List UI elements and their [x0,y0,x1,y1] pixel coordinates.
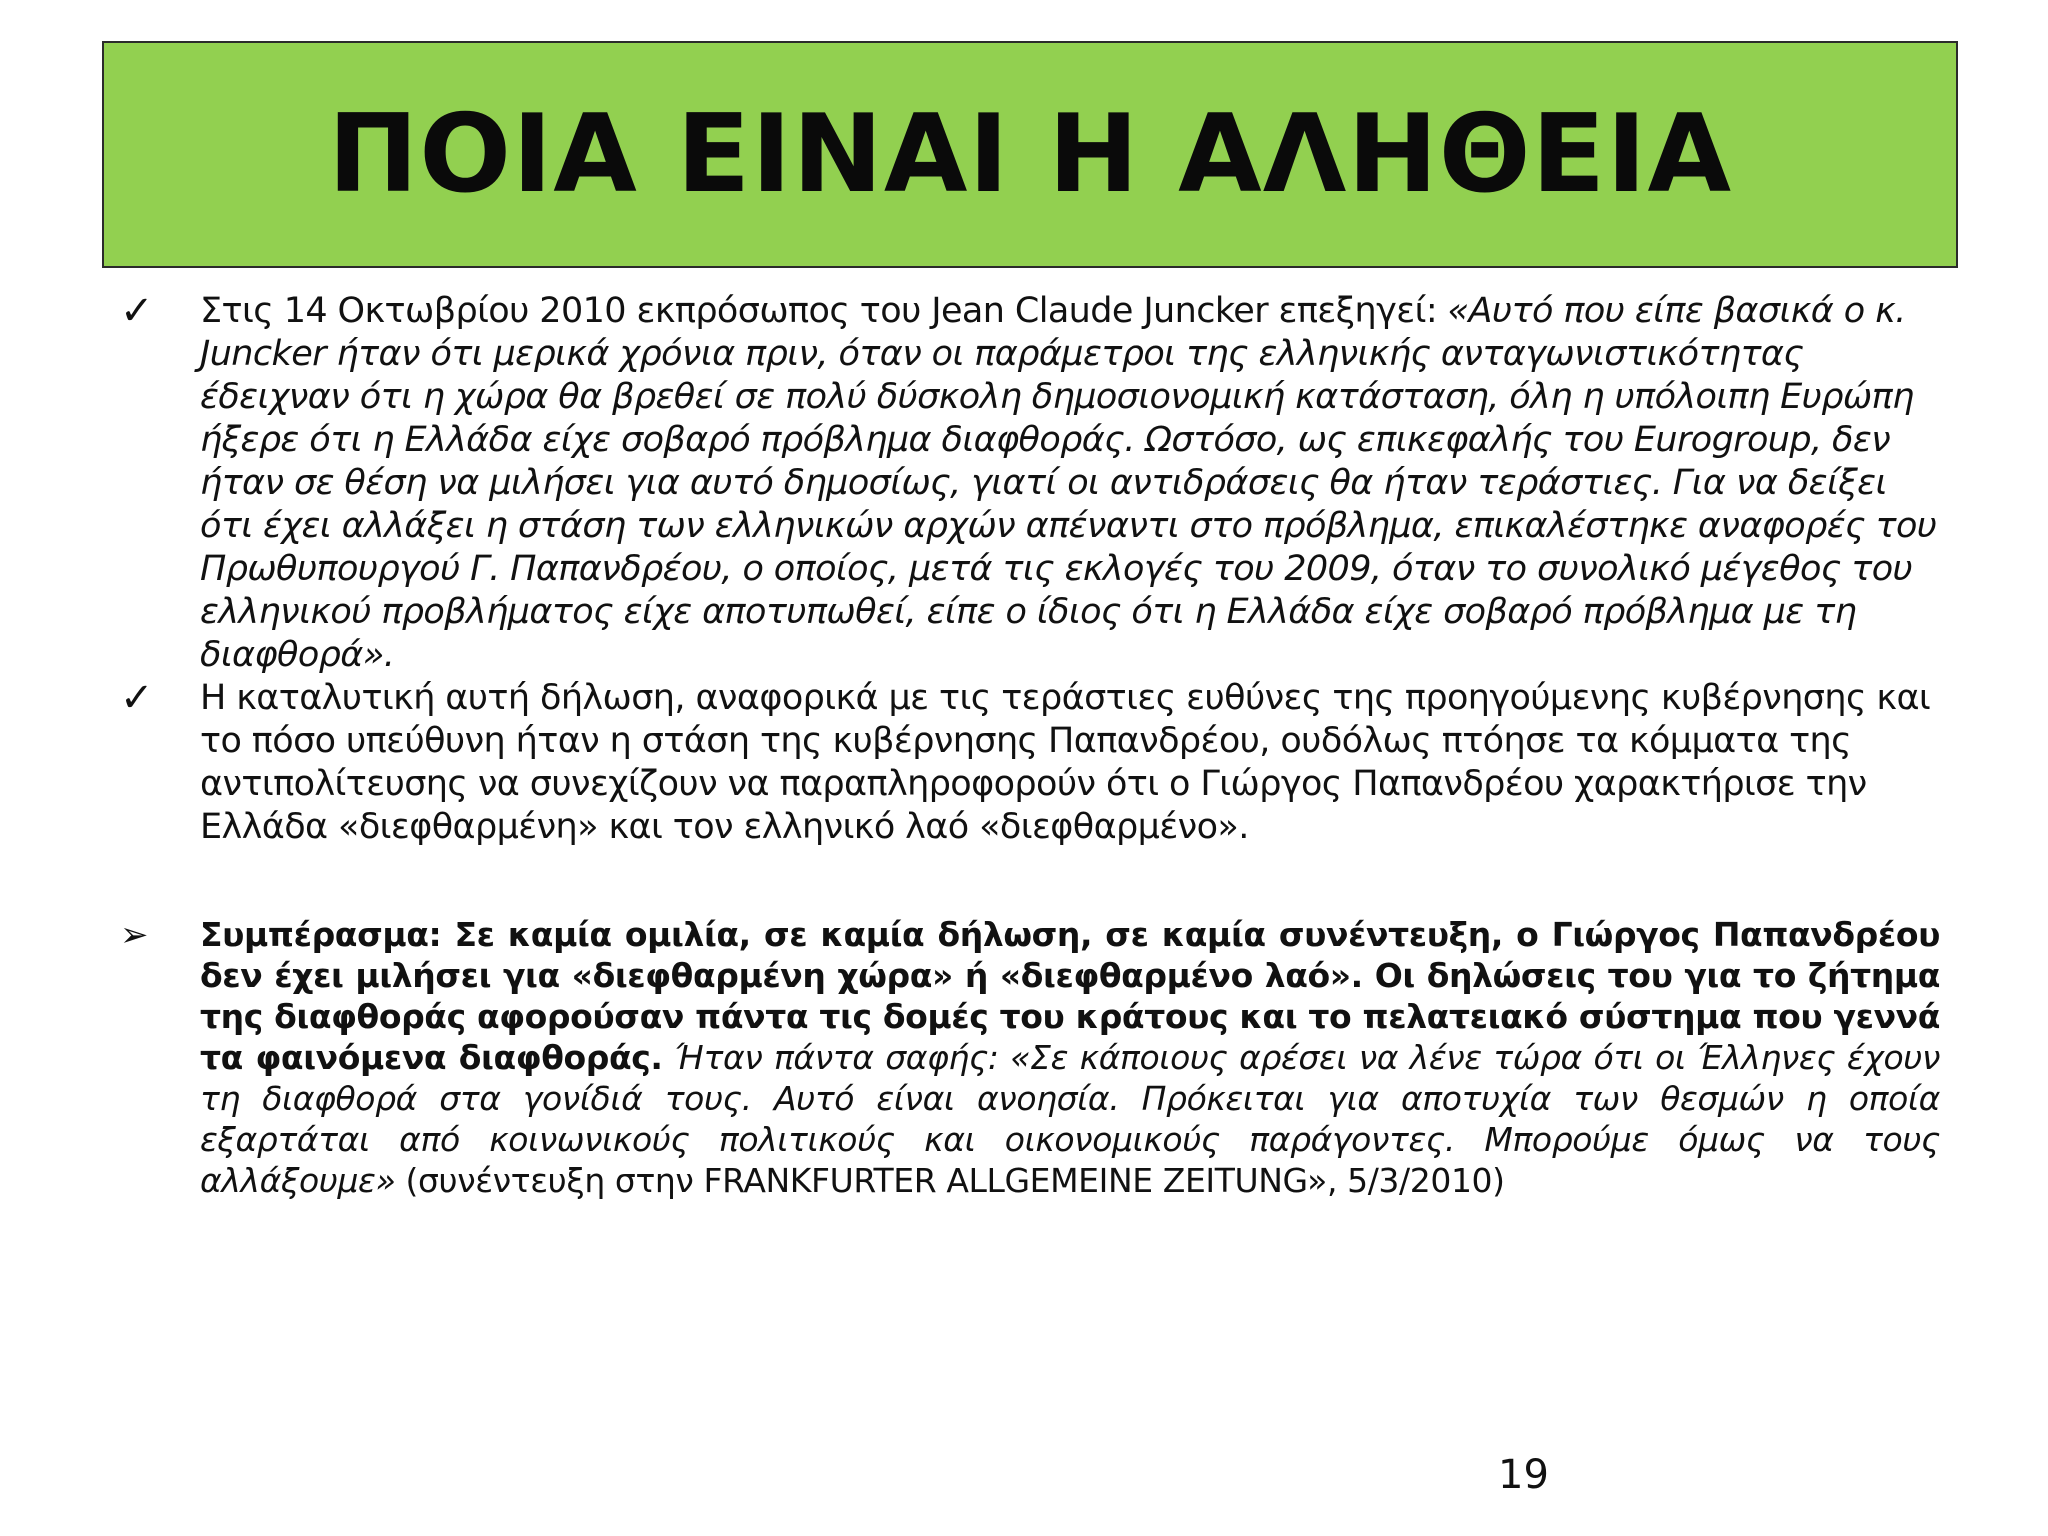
bullet-item-opposition-claim [120,677,1940,849]
conclusion-quote-text: Ήταν πάντα σαφής: «Σε κάποιους αρέσει να λένε τώρα ότι οι Έλληνες έχουν τη διαφθορά στα γονίδιά τους. Αυτό είναι ανοησία. Πρόκειται για αποτυχία των θεσμών η οποία εξαρτάται από κοινωνικούς πολιτικούς και οικονομικούς παράγοντες. Μπορούμε όμως να τους αλλάξουμε» [200,1038,1940,1200]
page-number: 19 [1498,1452,1549,1498]
bullet-item-conclusion [120,914,1940,1201]
conclusion-text [200,914,1940,1201]
conclusion-bold-text: Συμπέρασμα: Σε καμία ομιλία, σε καμία δήλωση, σε καμία συνέντευξη, ο Γιώργος Παπανδρέου δεν έχει μιλήσει για «διεφθαρμένη χώρα» ή «διεφθαρμένο λαό». Οι δηλώσεις του για το ζήτημα της διαφθοράς αφορούσαν πάντα τις δομές του κράτους και το πελατειακό σύστημα που γεννά τα φαινόμενα διαφθοράς. [200,915,1940,1077]
title-banner [102,41,1958,268]
slide-title: ΠΟΙΑ ΕΙΝΑΙ Η ΑΛΗΘΕΙΑ [327,92,1733,217]
conclusion-source-text: (συνέντευξη στην FRANKFURTER ALLGEMEINE ZEITUNG», 5/3/2010) [395,1161,1505,1200]
checkmark-icon: ✓ [120,288,154,334]
bullet-text: Η καταλυτική αυτή δήλωση, αναφορικά με τις τεράστιες ευθύνες της προηγούμενης κυβέρνησης και το πόσο υπεύθυνη ήταν η στάση της κυβέρνησης Παπανδρέου, ουδόλως πτόησε τα κόμματα της αντιπολίτευσης να συνεχίζουν να παραπληροφορούν ότι ο Γιώργος Παπανδρέου χαρακτήρισε την Ελλάδα «διεφθαρμένη» και τον ελληνικό λαό «διεφθαρμένο». [200,678,1931,847]
arrow-bullet-icon: ➢ [120,915,149,955]
bullet-lead-text: Στις 14 Οκτωβρίου 2010 εκπρόσωπος του Jean Claude Juncker επεξηγεί: [200,291,1448,331]
bullet-item-juncker-statement [120,290,1940,677]
bullet-text [200,290,1940,677]
checkmark-icon: ✓ [120,675,154,721]
slide-content [120,290,1940,1201]
bullet-quote-text: «Αυτό που είπε βασικά ο κ. Juncker ήταν ότι μερικά χρόνια πριν, όταν οι παράμετροι της ελληνικής ανταγωνιστικότητας έδειχναν ότι η χώρα θα βρεθεί σε πολύ δύσκολη δημοσιονομική κατάσταση, όλη η υπόλοιπη Ευρώπη ήξερε ότι η Ελλάδα είχε σοβαρό πρόβλημα διαφθοράς. Ωστόσο, ως επικεφαλής του Eurogroup, δεν ήταν σε θέση να μιλήσει για αυτό δημοσίως, γιατί οι αντιδράσεις θα ήταν τεράστιες. Για να δείξει ότι έχει αλλάξει η στάση των ελληνικών αρχών απέναντι στο πρόβλημα, επικαλέστηκε αναφορές του Πρωθυπουργού Γ. Παπανδρέου, ο οποίος, μετά τις εκλογές του 2009, όταν το συνολικό μέγεθος του ελληνικού προβλήματος είχε αποτυπωθεί, είπε ο ίδιος ότι η Ελλάδα είχε σοβαρό πρόβλημα με τη διαφθορά». [200,291,1937,675]
